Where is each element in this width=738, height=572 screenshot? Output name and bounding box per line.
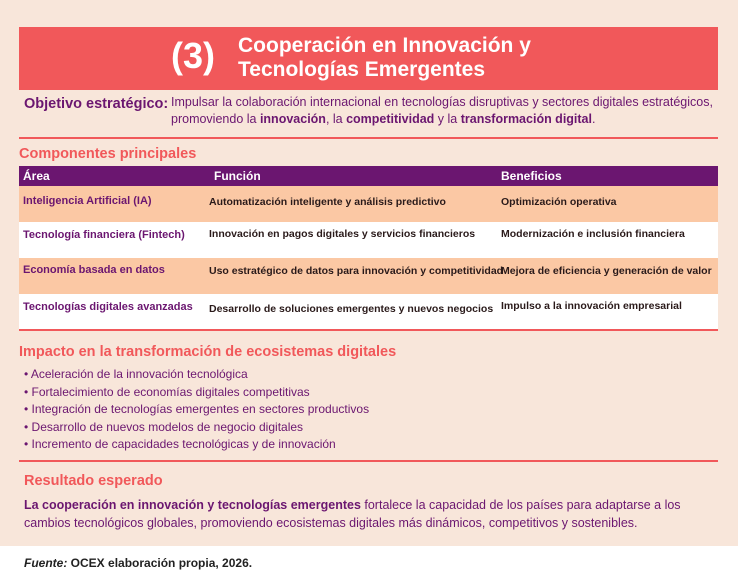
table-row [19, 186, 718, 222]
result-bold: La cooperación en innovación y tecnologías emergentes [24, 498, 361, 512]
title-line-1: Cooperación en Innovación y [238, 34, 531, 57]
result-text [24, 496, 714, 532]
result-body: fortalece la capacidad de los países para adaptarse a los cambios tecnológicos globales, promoviendo ecosistemas digitales más dinámicos, competitivos y sostenibles. [24, 498, 681, 530]
table-header [19, 166, 718, 186]
header-area: Área [23, 169, 50, 183]
source-note [24, 556, 252, 570]
result-title: Resultado esperado [24, 473, 163, 489]
row-area: Economía basada en datos [23, 264, 165, 276]
row-beneficio: Impulso a la innovación empresarial [501, 300, 682, 312]
section-number: (3) [171, 35, 215, 76]
objective-text-part-4: . [592, 112, 596, 126]
section-title [238, 34, 531, 82]
row-funcion: Innovación en pagos digitales y servicios financieros [209, 228, 476, 240]
objective-text-part-3: y la [434, 112, 461, 126]
list-item: • Incremento de capacidades tecnológicas y de innovación [24, 437, 336, 451]
row-beneficio: Optimización operativa [501, 196, 617, 208]
header-beneficios: Beneficios [501, 169, 562, 183]
divider [19, 329, 718, 331]
objective-text-part-1: Impulsar la colaboración internacional en tecnologías disruptivas y sectores digitales estratégicos, promoviendo la [171, 95, 713, 126]
objective-bold-3: transformación digital [460, 112, 592, 126]
row-funcion: Automatización inteligente y análisis predictivo [209, 196, 446, 208]
objective-bold-1: innovación [259, 112, 326, 126]
table-row [19, 294, 718, 330]
list-item: • Aceleración de la innovación tecnológica [24, 367, 248, 381]
objective-text [171, 94, 716, 128]
table-row [19, 258, 718, 294]
objective-label: Objetivo estratégico: [24, 96, 169, 112]
row-funcion: Uso estratégico de datos para innovación y competitividad [209, 265, 504, 277]
list-item: • Fortalecimiento de economías digitales competitivas [24, 384, 310, 399]
impact-list [24, 366, 369, 454]
table-row [19, 222, 718, 258]
title-line-2: Tecnologías Emergentes [238, 58, 486, 81]
objective-text-part-2: , la [325, 112, 347, 126]
list-item: • Integración de tecnologías emergentes en sectores productivos [24, 402, 370, 416]
row-beneficio: Mejora de eficiencia y generación de valor [501, 265, 712, 277]
source-label: Fuente: [24, 556, 68, 570]
row-area: Tecnologías digitales avanzadas [23, 301, 193, 313]
divider [19, 460, 718, 462]
row-area: Inteligencia Artificial (IA) [23, 195, 152, 207]
source-text: OCEX elaboración propia, 2026. [67, 556, 253, 570]
objective-bold-2: competitividad [346, 112, 435, 126]
row-area: Tecnología financiera (Fintech) [23, 229, 185, 241]
components-table [19, 166, 718, 330]
components-title: Componentes principales [19, 146, 197, 162]
divider [19, 137, 718, 139]
row-beneficio: Modernización e inclusión financiera [501, 228, 685, 240]
header-funcion: Función [214, 169, 261, 183]
title-banner [19, 27, 718, 90]
row-funcion: Desarrollo de soluciones emergentes y nuevos negocios [209, 303, 494, 315]
list-item: • Desarrollo de nuevos modelos de negocio digitales [24, 419, 304, 434]
impact-title: Impacto en la transformación de ecosistemas digitales [19, 344, 397, 360]
